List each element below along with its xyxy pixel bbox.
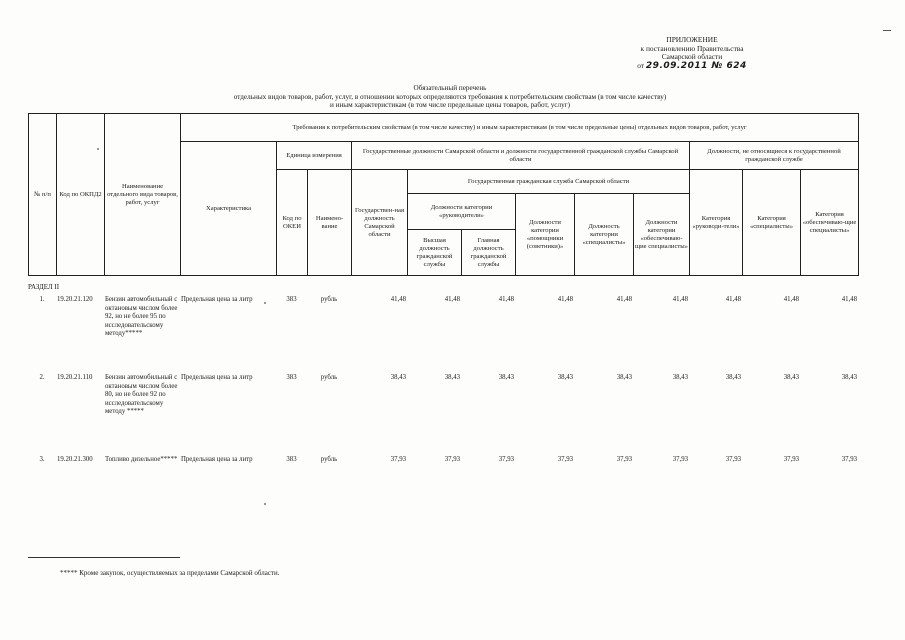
row-value: 38,43 bbox=[672, 374, 688, 381]
footnote-divider bbox=[28, 557, 180, 558]
row-value: 38,43 bbox=[783, 374, 799, 381]
document-title bbox=[150, 84, 750, 110]
row-characteristic: Предельная цена за литр bbox=[181, 456, 253, 463]
row-value: 37,93 bbox=[498, 456, 514, 463]
scan-speck bbox=[264, 503, 266, 505]
header-cat-heads: Категория «руководи-тели» bbox=[690, 170, 743, 276]
data-rows bbox=[28, 296, 858, 496]
row-value: 38,43 bbox=[390, 374, 406, 381]
row-value: 37,93 bbox=[557, 456, 573, 463]
header-unit: Единица измерения bbox=[277, 142, 352, 170]
appendix-heading: ПРИЛОЖЕНИЕ bbox=[666, 35, 718, 44]
row-unit: рубль bbox=[320, 374, 338, 381]
row-value: 41,48 bbox=[498, 296, 514, 303]
scan-mark bbox=[883, 30, 891, 31]
row-value: 38,43 bbox=[498, 374, 514, 381]
header-specialists: Должность категории «специалисты» bbox=[575, 194, 634, 276]
row-characteristic: Предельная цена за литр bbox=[181, 296, 253, 303]
header-okpd: Код по ОКПД2 bbox=[57, 114, 105, 276]
row-value: 41,48 bbox=[444, 296, 460, 303]
row-name: Топливо дизельное***** bbox=[105, 456, 178, 463]
row-value: 41,48 bbox=[672, 296, 688, 303]
row-name: Бензин автомобильный с октановым числом более 92, но не более 95 по исследовательскому методу***** bbox=[105, 296, 178, 338]
row-value: 37,93 bbox=[841, 456, 857, 463]
header-cat-support: Категория «обеспечиваю-щие специалисты» bbox=[801, 170, 859, 276]
header-state-position: Государствен-ная должность Самарской области bbox=[352, 170, 408, 276]
handwritten-date: 29.09.2011 № 624 bbox=[645, 60, 747, 71]
header-unit-name: Наимено-вание bbox=[308, 170, 352, 276]
row-value: 37,93 bbox=[725, 456, 741, 463]
row-code: 19.20.21.120 bbox=[57, 296, 93, 303]
row-value: 41,48 bbox=[557, 296, 573, 303]
row-value: 37,93 bbox=[672, 456, 688, 463]
header-num: № п/п bbox=[29, 114, 57, 276]
header-name: Наименование отдельного вида товаров, работ, услуг bbox=[105, 114, 181, 276]
header-highest: Высшая должность гражданской службы bbox=[408, 230, 462, 276]
appendix-date bbox=[607, 62, 777, 71]
row-value: 37,93 bbox=[444, 456, 460, 463]
footnote: ***** Кроме закупок, осуществляемых за пределами Самарской области. bbox=[60, 569, 280, 577]
appendix-block bbox=[607, 36, 777, 70]
row-value: 41,48 bbox=[841, 296, 857, 303]
appendix-line-2: Самарской области bbox=[661, 52, 723, 62]
row-okei: 383 bbox=[286, 456, 297, 463]
row-value: 37,93 bbox=[783, 456, 799, 463]
header-main: Главная должность гражданской службы bbox=[462, 230, 516, 276]
row-value: 38,43 bbox=[616, 374, 632, 381]
scan-speck bbox=[97, 148, 99, 150]
header-cat-specialists: Категория «специалисты» bbox=[743, 170, 801, 276]
header-heads: Должности категории «руководители» bbox=[408, 194, 516, 230]
row-value: 38,43 bbox=[444, 374, 460, 381]
row-code: 19.20.21.300 bbox=[57, 456, 93, 463]
row-okei: 383 bbox=[286, 374, 297, 381]
appendix-line-1: к постановлению Правительства bbox=[640, 43, 744, 53]
row-value: 37,93 bbox=[616, 456, 632, 463]
row-value: 38,43 bbox=[725, 374, 741, 381]
row-name: Бензин автомобильный с октановым числом более 80, но не более 92 по исследовательскому методу ***** bbox=[105, 374, 178, 416]
row-value: 41,48 bbox=[616, 296, 632, 303]
table-row bbox=[28, 374, 858, 456]
header-civil-service: Государственная гражданская служба Самарской области bbox=[408, 170, 690, 194]
row-value: 41,48 bbox=[783, 296, 799, 303]
row-value: 41,48 bbox=[390, 296, 406, 303]
header-requirements: Требования к потребительским свойствам (в том числе качеству) и иным характеристикам (в том числе предельные цены) отдельных видов товаров, работ, услуг bbox=[181, 114, 859, 142]
row-okei: 383 bbox=[286, 296, 297, 303]
title-line-2: отдельных видов товаров, работ, услуг, в отношении которых определяются требования к потребительским свойствам (в том числе качеству) bbox=[233, 92, 667, 101]
row-value: 38,43 bbox=[841, 374, 857, 381]
row-value: 41,48 bbox=[725, 296, 741, 303]
title-line-1: Обязательный перечень bbox=[413, 84, 487, 92]
header-table bbox=[28, 113, 859, 276]
row-characteristic: Предельная цена за литр bbox=[181, 374, 253, 381]
row-num: 2. bbox=[39, 374, 45, 381]
row-num: 3. bbox=[39, 456, 45, 463]
section-label: РАЗДЕЛ II bbox=[28, 283, 60, 291]
header-helpers: Должности категории «помощники (советники)» bbox=[516, 194, 575, 276]
row-code: 19.20.21.110 bbox=[57, 374, 93, 381]
header-state-positions: Государственные должности Самарской области и должности государственной гражданской службы Самарской области bbox=[352, 142, 690, 170]
scan-speck bbox=[264, 302, 266, 304]
row-value: 38,43 bbox=[557, 374, 573, 381]
row-unit: рубль bbox=[320, 296, 338, 303]
table-row bbox=[28, 296, 858, 374]
row-num: 1. bbox=[39, 296, 45, 303]
table-row bbox=[28, 456, 858, 496]
row-value: 37,93 bbox=[390, 456, 406, 463]
header-characteristic: Характеристика bbox=[181, 142, 277, 276]
header-support: Должности категории «обеспечиваю-щие специалисты» bbox=[634, 194, 690, 276]
date-prefix: от bbox=[637, 60, 645, 70]
title-line-3: и иным характеристикам (в том числе предельные цены товаров, работ, услуг) bbox=[329, 101, 571, 110]
header-okei: Код по ОКЕИ bbox=[277, 170, 308, 276]
row-unit: рубль bbox=[320, 456, 338, 463]
header-other-positions: Должности, не относящиеся к государственной гражданской службе bbox=[690, 142, 859, 170]
